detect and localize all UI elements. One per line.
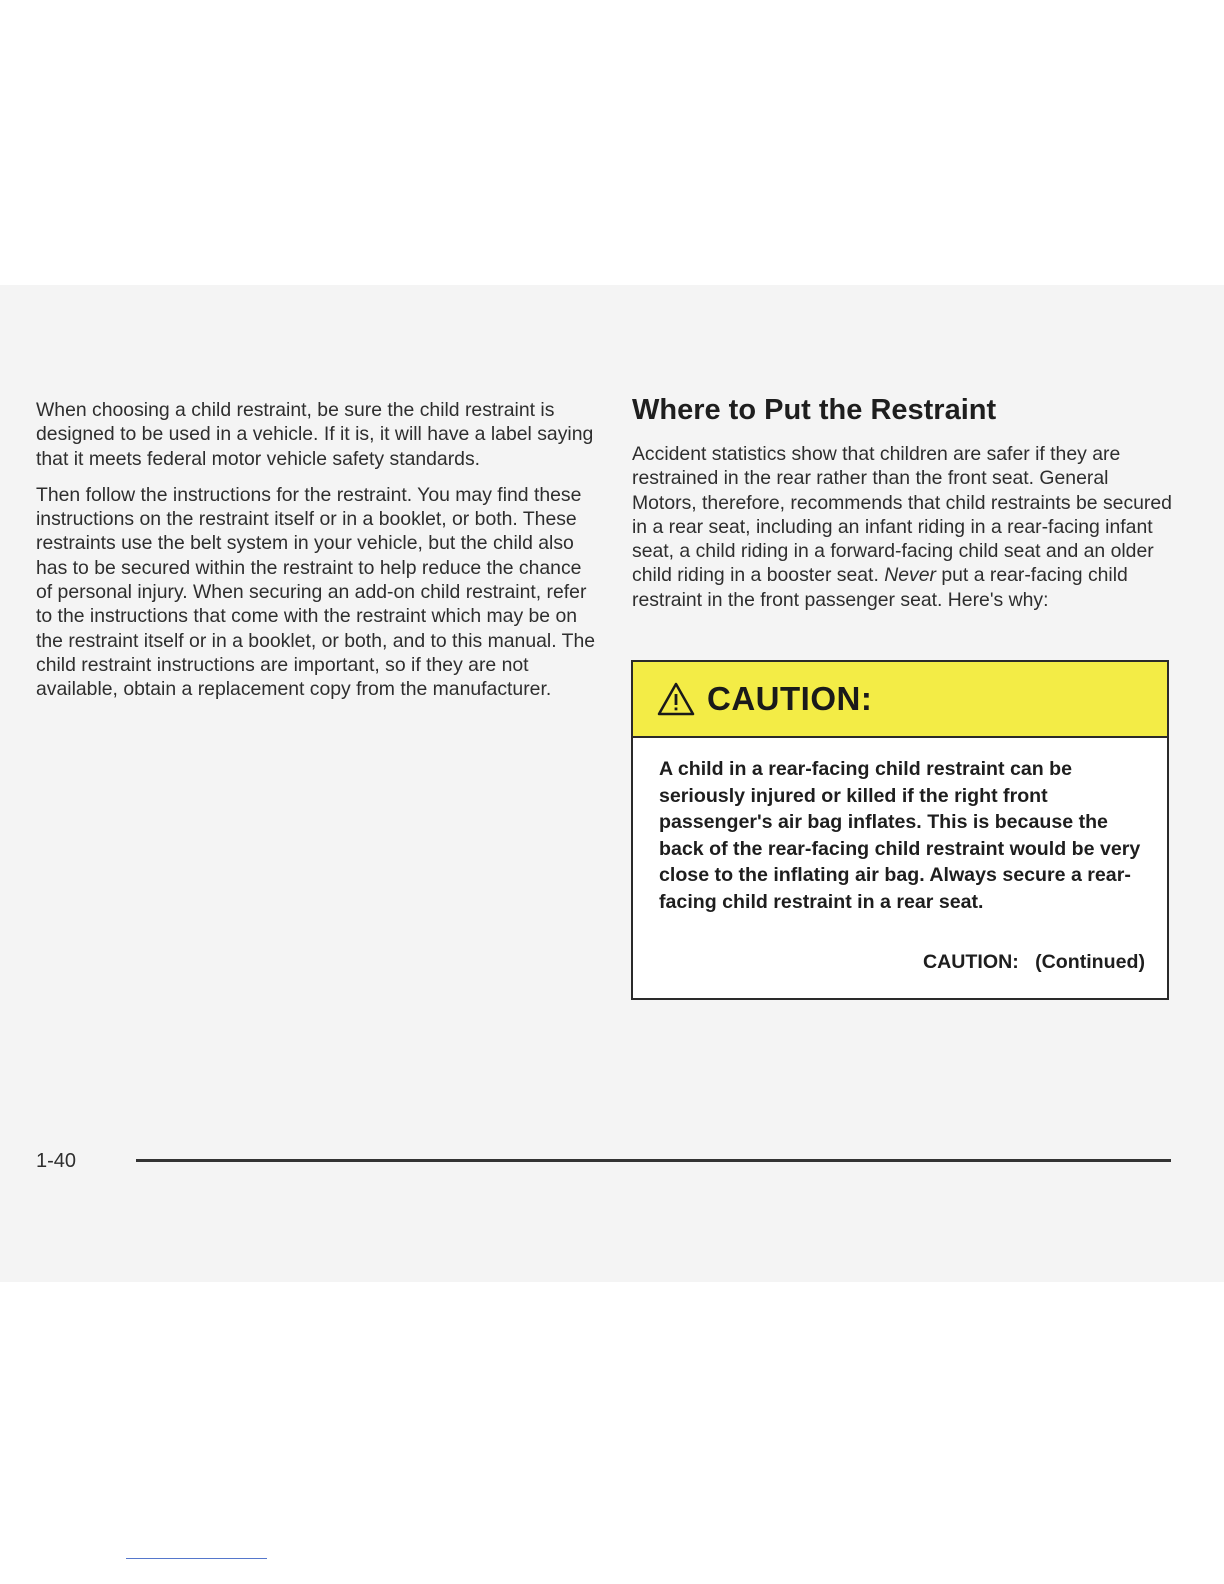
right-column	[632, 392, 1172, 612]
paragraph-where-to-put	[632, 442, 1172, 612]
bottom-link-underline	[126, 1558, 267, 1559]
caution-box	[631, 660, 1169, 1000]
left-column	[36, 398, 596, 714]
intro-emphasis: Never	[884, 564, 936, 587]
paragraph-choosing-restraint: When choosing a child restraint, be sure the child restraint is designed to be used in a vehicle. If it is, it will have a label saying that it meets federal motor vehicle safety standards.	[36, 399, 594, 470]
caution-title: CAUTION:	[707, 680, 873, 717]
intro-text: Accident statistics show that children are safer if they are restrained in the rear rather than the front seat. General Motors, therefore, recommends that child restraints be secured in a rear seat, including an infant riding in a rear-facing infant seat, a child riding in a forward-facing child seat and an older child riding in a booster seat.	[632, 443, 1172, 587]
warning-triangle-icon	[655, 680, 697, 718]
section-heading: Where to Put the Restraint	[632, 394, 997, 426]
intro-text-continued: put a rear-facing child restraint in the front passenger seat. Here's why:	[632, 564, 1128, 611]
footer-divider	[136, 1159, 1171, 1162]
caution-body: A child in a rear-facing child restraint can be seriously injured or killed if the right front passenger's air bag inflates. This is because the back of the rear-facing child restraint would be very close to the inflating air bag. Always secure a rear-facing child restraint in a rear seat.	[659, 758, 1141, 913]
caution-header	[633, 662, 1167, 738]
paragraph-follow-instructions: Then follow the instructions for the restraint. You may find these instructions on the restraint itself or in a booklet, or both. These restraints use the belt system in your vehicle, but the child also has to be secured within the restraint to help reduce the chance of personal injury. When securing an add-on child restraint, refer to the instructions that come with the restraint which may be on the restraint itself or in a booklet, or both, and to this manual. The child restraint instructions are important, so if they are not available, obtain a replacement copy from the manufacturer.	[36, 483, 596, 701]
caution-continued: CAUTION: (Continued)	[922, 951, 1145, 973]
page-number: 1-40	[36, 1150, 77, 1172]
